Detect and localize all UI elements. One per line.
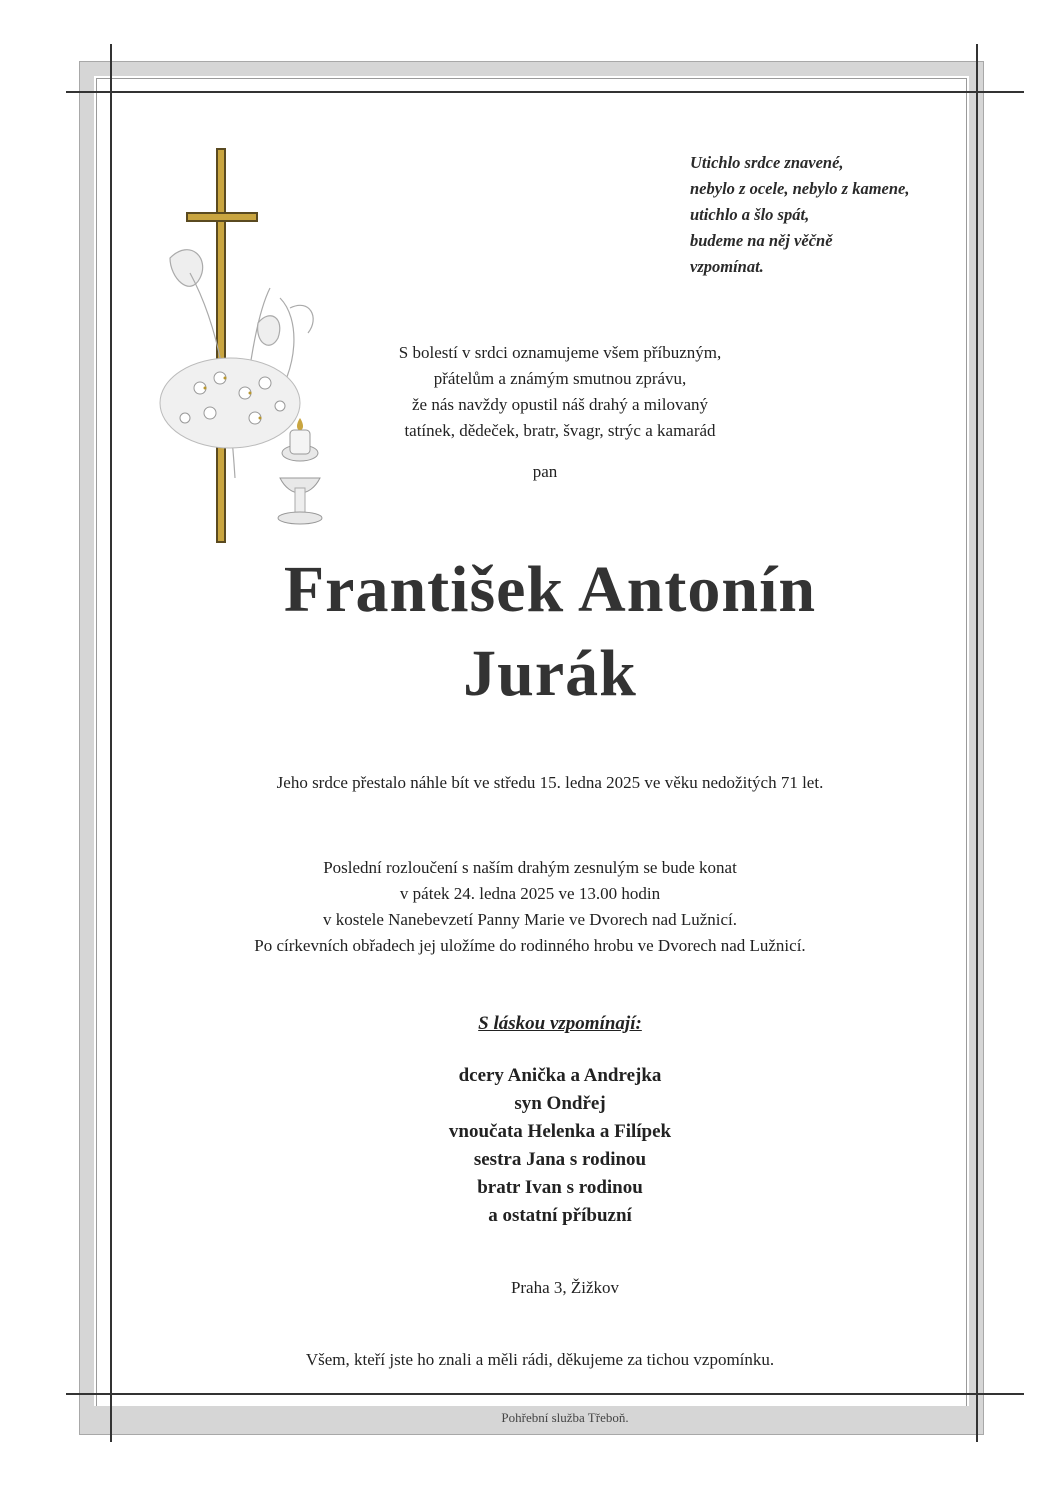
farewell-line: v pátek 24. ledna 2025 ve 13.00 hodin [399, 884, 661, 903]
honorific: pan [532, 462, 558, 481]
mourner-item: vnoučata Helenka a Filípek [448, 1121, 672, 1142]
name-line-1: František Antonín [283, 553, 817, 626]
farewell-line: v kostele Nanebevzetí Panny Marie ve Dvorech nad Lužnicí. [323, 910, 737, 929]
poem-line: nebylo z ocele, nebylo z kamene, [690, 179, 910, 198]
name-line-2: Jurák [463, 637, 637, 710]
poem-line: Utichlo srdce znavené, [690, 153, 844, 172]
poem [690, 150, 910, 280]
mourner-item: sestra Jana s rodinou [473, 1149, 647, 1170]
funeral-service: Pohřební služba Třeboň. [501, 1410, 629, 1425]
mourner-item: a ostatní příbuzní [488, 1205, 632, 1226]
thanks-note: Všem, kteří jste ho znali a měli rádi, děkujeme za tichou vzpomínku. [305, 1350, 775, 1369]
farewell-info [100, 855, 960, 959]
cross-icon [186, 148, 258, 543]
announcement-line: přátelům a známým smutnou zprávu, [433, 369, 687, 388]
bouquet-icon [160, 358, 300, 448]
announcement-line: S bolestí v srdci oznamujeme všem příbuzným, [398, 343, 722, 362]
memory-heading: S láskou vzpomínají: [478, 1013, 642, 1034]
farewell-line: Po církevních obřadech jej uložíme do rodinného hrobu ve Dvorech nad Lužnicí. [254, 936, 806, 955]
announcement-line: že nás navždy opustil náš drahý a milovaný [411, 395, 708, 414]
mourners-list [300, 1062, 820, 1230]
poem-line: utichlo a šlo spát, [690, 205, 810, 224]
mourner-item: bratr Ivan s rodinou [477, 1177, 643, 1198]
bottom-rule [66, 1393, 1024, 1395]
announcement [300, 340, 820, 444]
poem-line: budeme na něj věčně [690, 231, 833, 250]
right-rule [976, 44, 978, 1442]
mourner-item: dcery Anička a Andrejka [458, 1065, 662, 1086]
deceased-name [150, 548, 950, 716]
mourner-item: syn Ondřej [514, 1093, 606, 1114]
poem-line: vzpomínat. [690, 257, 764, 276]
death-notice: Jeho srdce přestalo náhle bít ve středu 15. ledna 2025 ve věku nedožitých 71 let. [276, 773, 824, 792]
top-rule [66, 91, 1024, 93]
place: Praha 3, Žižkov [510, 1278, 620, 1297]
left-rule [110, 44, 112, 1442]
announcement-line: tatínek, dědeček, bratr, švagr, strýc a kamarád [404, 421, 716, 440]
farewell-line: Poslední rozloučení s naším drahým zesnulým se bude konat [323, 858, 737, 877]
